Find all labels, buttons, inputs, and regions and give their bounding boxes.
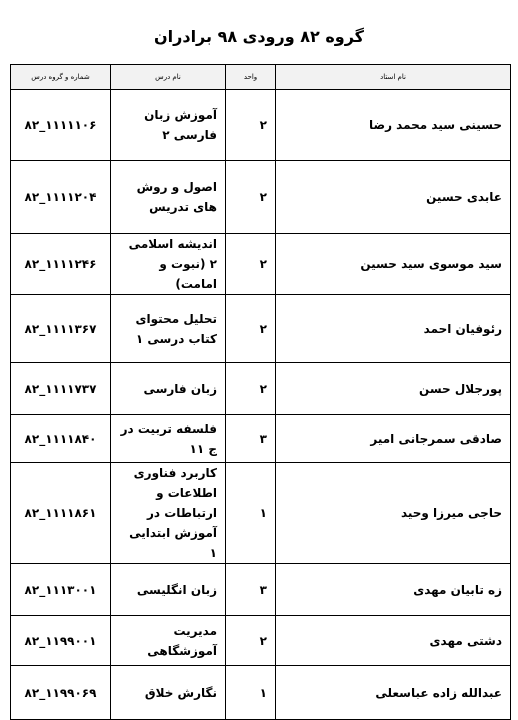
cell-teacher: صادقی سمرجانی امیر (276, 415, 511, 463)
cell-teacher: زه تابیان مهدی (276, 564, 511, 616)
table-row (11, 415, 511, 463)
table-row (11, 666, 511, 720)
cell-code: ۱۱۱۳۰۰۱_۸۲ (11, 564, 111, 616)
cell-code: ۱۱۱۱۷۳۷_۸۲ (11, 363, 111, 415)
cell-course: فلسفه تربیت در ج ۱۱ (111, 415, 226, 463)
cell-code: ۱۱۹۹۰۶۹_۸۲ (11, 666, 111, 720)
cell-code: ۱۱۱۱۳۶۷_۸۲ (11, 295, 111, 363)
cell-teacher: سید موسوی سید حسین (276, 234, 511, 295)
cell-teacher: دشتی مهدی (276, 616, 511, 666)
cell-code: ۱۱۱۱۲۴۶_۸۲ (11, 234, 111, 295)
table-row (11, 234, 511, 295)
cell-code: ۱۱۹۹۰۰۱_۸۲ (11, 616, 111, 666)
header-course-code: شماره و گروه درس (11, 65, 111, 90)
cell-course: نگارش خلاق (111, 666, 226, 720)
cell-teacher: حسینی سید محمد رضا (276, 90, 511, 161)
cell-units: ۲ (226, 161, 276, 234)
cell-teacher: پورجلال حسن (276, 363, 511, 415)
cell-teacher: حاجی میرزا وحید (276, 463, 511, 564)
table-row (11, 363, 511, 415)
cell-units: ۲ (226, 234, 276, 295)
page-title: گروه ۸۲ ورودی ۹۸ برادران (154, 27, 364, 46)
cell-teacher: عبدالله زاده عباسعلی (276, 666, 511, 720)
course-table (10, 64, 511, 720)
cell-course: آموزش زبان فارسی ۲ (111, 90, 226, 161)
header-units: واحد (226, 65, 276, 90)
header-teacher-name: نام استاد (276, 65, 511, 90)
cell-code: ۱۱۱۱۸۴۰_۸۲ (11, 415, 111, 463)
cell-course: تحلیل محتوای کتاب درسی ۱ (111, 295, 226, 363)
cell-course: زبان فارسی (111, 363, 226, 415)
cell-units: ۲ (226, 90, 276, 161)
table-row (11, 295, 511, 363)
cell-units: ۱ (226, 666, 276, 720)
cell-course: اندیشه اسلامی ۲ (نبوت و امامت) (111, 234, 226, 295)
table-row (11, 616, 511, 666)
cell-units: ۱ (226, 463, 276, 564)
table-row (11, 564, 511, 616)
cell-code: ۱۱۱۱۱۰۶_۸۲ (11, 90, 111, 161)
cell-code: ۱۱۱۱۲۰۴_۸۲ (11, 161, 111, 234)
cell-course: مدیریت آموزشگاهی (111, 616, 226, 666)
cell-teacher: رئوفیان احمد (276, 295, 511, 363)
cell-teacher: عابدی حسین (276, 161, 511, 234)
cell-units: ۲ (226, 295, 276, 363)
table-row (11, 463, 511, 564)
cell-units: ۲ (226, 363, 276, 415)
cell-units: ۳ (226, 415, 276, 463)
cell-code: ۱۱۱۱۸۶۱_۸۲ (11, 463, 111, 564)
table-row (11, 90, 511, 161)
header-course-name: نام درس (111, 65, 226, 90)
cell-course: کاربرد فناوری اطلاعات و ارتباطات در آموزش ابتدایی ۱ (111, 463, 226, 564)
cell-course: زبان انگلیسی (111, 564, 226, 616)
cell-units: ۲ (226, 616, 276, 666)
cell-units: ۳ (226, 564, 276, 616)
table-row (11, 161, 511, 234)
cell-course: اصول و روش های تدریس (111, 161, 226, 234)
table-header-row (11, 65, 511, 90)
